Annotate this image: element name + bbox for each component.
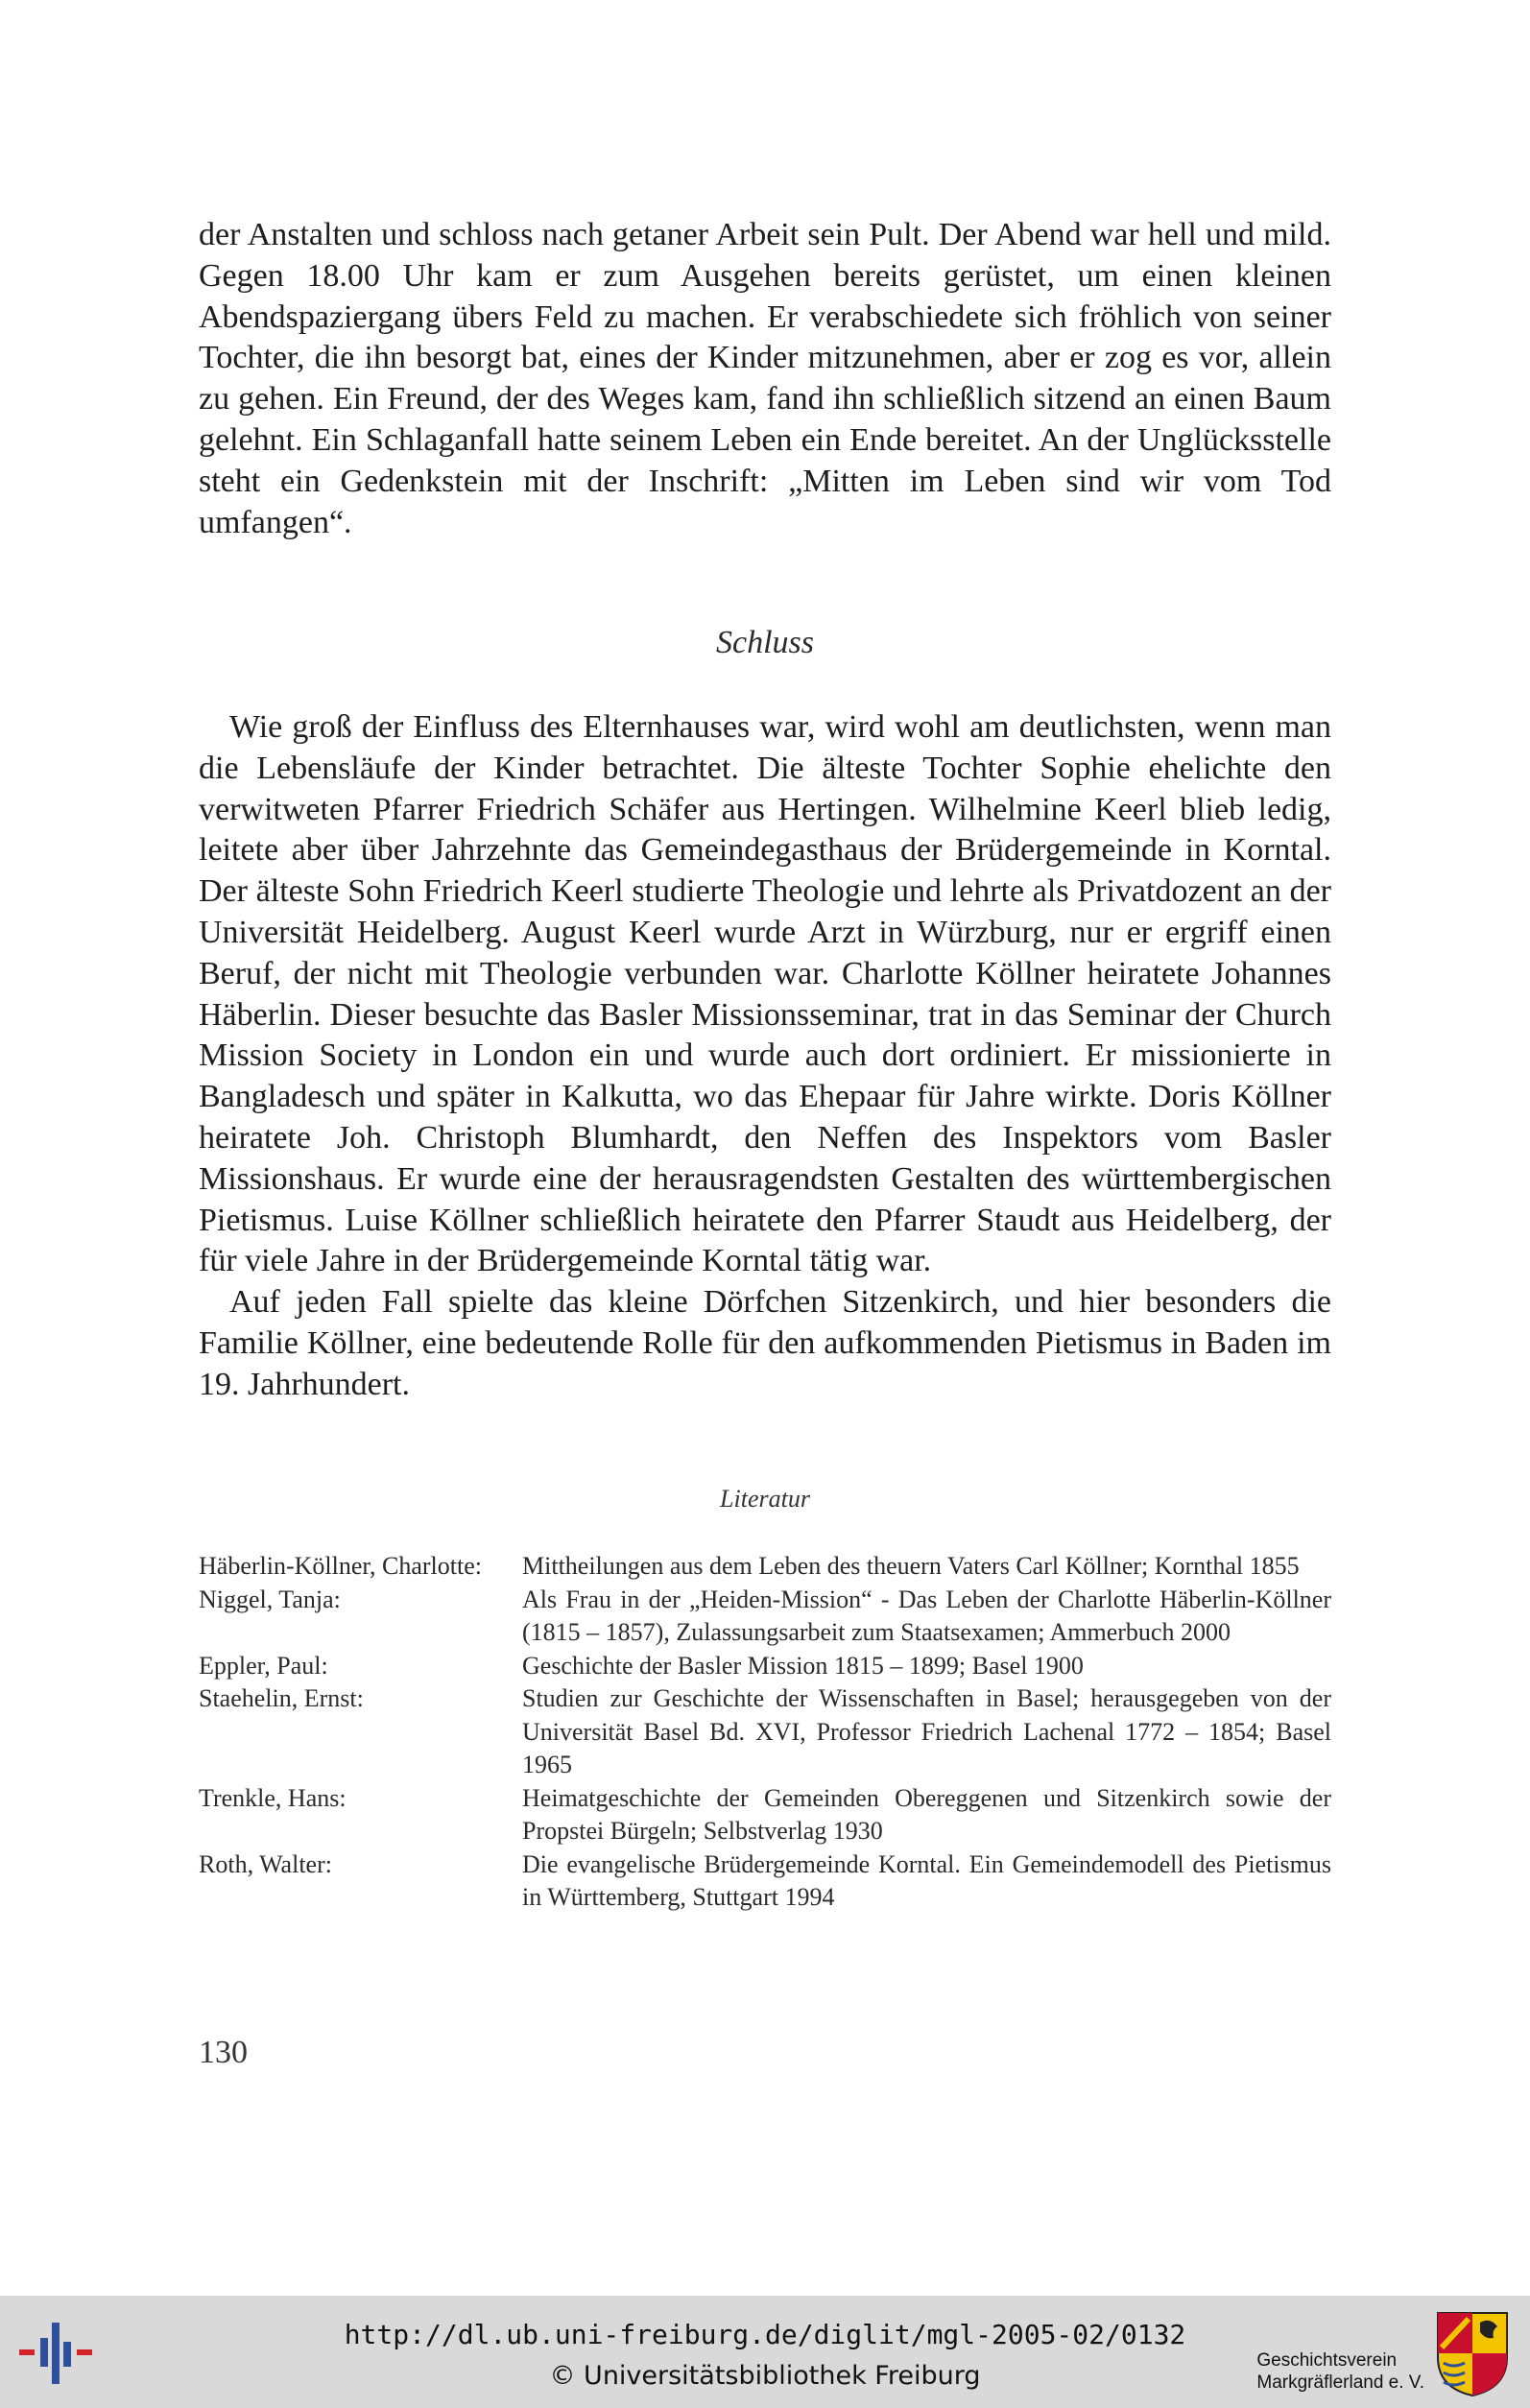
text-block-schluss <box>199 707 1331 1406</box>
literature-work: Heimatgeschichte der Gemeinden Obereggenen und Sitzenkirch sowie der Propstei Bürgeln; Selbstverlag 1930 <box>522 1783 1331 1845</box>
literature-work: Studien zur Geschichte der Wissenschaften in Basel; herausgegeben von der Universität Basel Bd. XVI, Professor Friedrich Lachenal 1772 – 1854; Basel 1965 <box>522 1684 1331 1778</box>
literature-author: Eppler, Paul: <box>199 1651 328 1680</box>
footer-org-line: Geschichtsverein <box>1256 2350 1398 2371</box>
literature-work: Die evangelische Brüdergemeinde Korntal. Ein Gemeindemodell des Pietismus in Württemberg, Stuttgart 1994 <box>522 1849 1331 1911</box>
footer-copyright: © Universitätsbibliothek Freiburg <box>549 2361 981 2391</box>
literature-author: Häberlin-Köllner, Charlotte: <box>199 1552 482 1580</box>
literature-entry <box>199 1650 1331 1683</box>
literature-author: Staehelin, Ernst: <box>199 1684 364 1712</box>
section-heading-schluss: Schluss <box>716 625 814 660</box>
literature-work: Als Frau in der „Heiden-Mission“ - Das Leben der Charlotte Häberlin-Köllner (1815 – 1857), Zulassungsarbeit zum Staatsexamen; Ammerbuch 2000 <box>522 1585 1331 1646</box>
section-heading-literatur: Literatur <box>720 1485 810 1513</box>
literature-entry <box>199 1550 1331 1584</box>
paragraph: Wie groß der Einfluss des Elternhauses war, wird wohl am deutlichsten, wenn man die Lebensläufe der Kinder betrachtet. Die älteste Tochter Sophie ehelichte den verwitweten Pfarrer Friedrich Schäfer aus Hertingen. Wilhelmine Keerl blieb ledig, leitete aber über Jahrzehnte das Gemeindegasthaus der Brüdergemeinde in Korntal. Der älteste Sohn Friedrich Keerl studierte Theologie und lehrte als Privatdozent an der Universität Heidelberg. August Keerl wurde Arzt in Würzburg, nur er ergriff einen Beruf, der nicht mit Theologie verbunden war. Charlotte Köllner heiratete Johannes Häberlin. Dieser besuchte das Basler Missionsseminar, trat in das Seminar der Church Mission Society in London ein und wurde auch dort ordiniert. Er missionierte in Bangladesch und später in Kalkutta, wo das Ehepaar für Jahre wirkte. Doris Köllner heiratete Joh. Christoph Blumhardt, den Neffen des Inspektors vom Basler Missionshaus. Er wurde eine der herausragendsten Gestalten des württembergischen Pietismus. Luise Köllner schließlich heiratete den Pfarrer Staudt aus Heidelberg, der für viele Jahre in der Brüdergemeinde Korntal tätig war. <box>199 709 1331 1279</box>
literature-author: Trenkle, Hans: <box>199 1783 347 1812</box>
literature-work: Geschichte der Basler Mission 1815 – 1899; Basel 1900 <box>522 1651 1084 1680</box>
footer-org-name <box>1256 2349 1424 2394</box>
literature-entry <box>199 1584 1331 1650</box>
literature-entry <box>199 1848 1331 1915</box>
coat-of-arms-icon <box>1434 2309 1511 2397</box>
literature-list <box>199 1550 1331 1915</box>
literature-entry <box>199 1682 1331 1782</box>
literature-author: Roth, Walter: <box>199 1849 332 1878</box>
page-number: 130 <box>199 2035 248 2070</box>
footer-bar <box>0 2296 1530 2408</box>
literature-work: Mittheilungen aus dem Leben des theuern Vaters Carl Köllner; Kornthal 1855 <box>522 1552 1300 1580</box>
footer-url-link[interactable]: http://dl.ub.uni-freiburg.de/diglit/mgl-2005-02/0132 <box>344 2319 1186 2350</box>
paragraph: Auf jeden Fall spielte das kleine Dörfchen Sitzenkirch, und hier besonders die Familie Köllner, eine bedeutende Rolle für den aufkommenden Pietismus in Baden im 19. Jahrhundert. <box>199 1284 1331 1402</box>
footer-org-line: Markgräflerland e. V. <box>1256 2372 1424 2393</box>
literature-entry <box>199 1782 1331 1848</box>
paragraph: der Anstalten und schloss nach getaner Arbeit sein Pult. Der Abend war hell und mild. Gegen 18.00 Uhr kam er zum Ausgehen bereits gerüstet, um einen kleinen Abendspaziergang übers Feld zu machen. Er verabschiedete sich fröhlich von seiner Tochter, die ihn besorgt bat, eines der Kinder mitzunehmen, aber er zog es vor, allein zu gehen. Ein Freund, der des Weges kam, fand ihn schließlich sitzend an einen Baum gelehnt. Ein Schlaganfall hatte seinem Leben ein Ende bereitet. An der Unglücksstelle steht ein Gedenkstein mit der Inschrift: „Mitten im Leben sind wir vom Tod umfangen“. <box>199 217 1331 540</box>
literature-author: Niggel, Tanja: <box>199 1585 341 1613</box>
text-block-top <box>199 215 1331 543</box>
